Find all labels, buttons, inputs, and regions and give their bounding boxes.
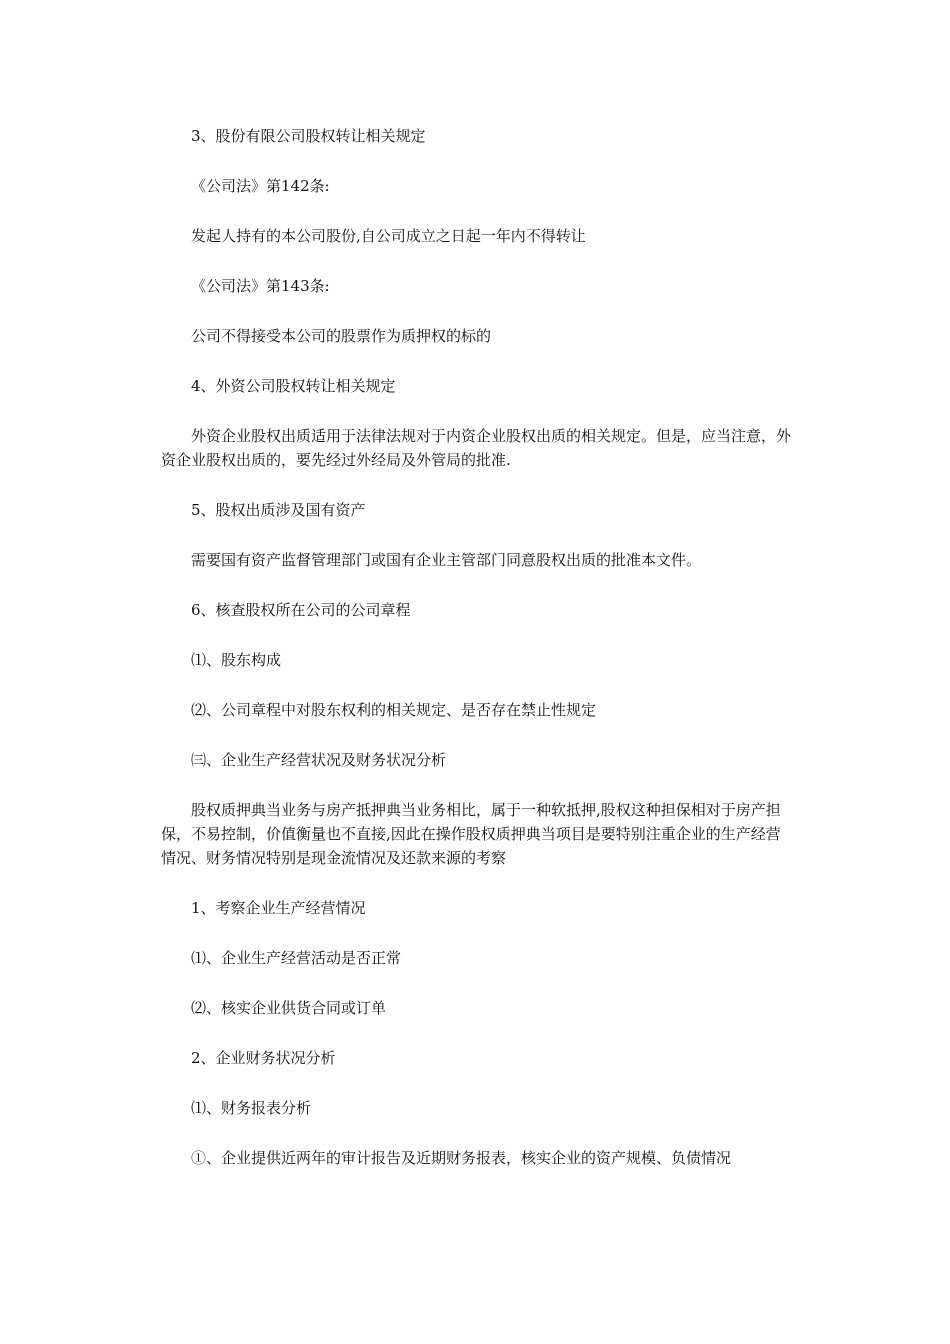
paragraph: ⑵、公司章程中对股东权利的相关规定、是否存在禁止性规定 <box>191 701 597 719</box>
paragraph: ⑵、核实企业供货合同或订单 <box>191 999 387 1017</box>
paragraph: 4、外资公司股权转让相关规定 <box>191 377 396 395</box>
paragraph: ⑴、财务报表分析 <box>191 1099 312 1117</box>
paragraph: 3、股份有限公司股权转让相关规定 <box>191 127 426 145</box>
paragraph: 《公司法》第142条: <box>191 177 330 195</box>
document-body <box>161 124 795 1196</box>
paragraph: 2、企业财务状况分析 <box>191 1049 336 1067</box>
paragraph: 公司不得接受本公司的股票作为质押权的标的 <box>191 327 492 345</box>
paragraph: 发起人持有的本公司股份,自公司成立之日起一年内不得转让 <box>191 227 586 245</box>
paragraph: ⑴、企业生产经营活动是否正常 <box>191 949 402 967</box>
paragraph: ㈢、企业生产经营状况及财务状况分析 <box>191 751 447 769</box>
paragraph: 需要国有资产监督管理部门或国有企业主管部门同意股权出质的批准本文件。 <box>191 551 702 569</box>
paragraph: 股权质押典当业务与房产抵押典当业务相比，属于一种软抵押,股权这种担保相对于房产担保，不易控制，价值衡量也不直接,因此在操作股权质押典当项目是要特别注重企业的生产经营情况、财务情况特别是现金流情况及还款来源的考察 <box>161 801 781 867</box>
paragraph: 外资企业股权出质适用于法律法规对于内资企业股权出质的相关规定。但是，应当注意，外资企业股权出质的，要先经过外经局及外管局的批准. <box>161 427 792 469</box>
paragraph: ⑴、股东构成 <box>191 651 282 669</box>
paragraph: 1、考察企业生产经营情况 <box>191 899 366 917</box>
paragraph: 5、股权出质涉及国有资产 <box>191 501 366 519</box>
paragraph: 《公司法》第143条: <box>191 277 330 295</box>
paragraph: ①、企业提供近两年的审计报告及近期财务报表，核实企业的资产规模、负债情况 <box>191 1149 732 1167</box>
paragraph: 6、核查股权所在公司的公司章程 <box>191 601 411 619</box>
